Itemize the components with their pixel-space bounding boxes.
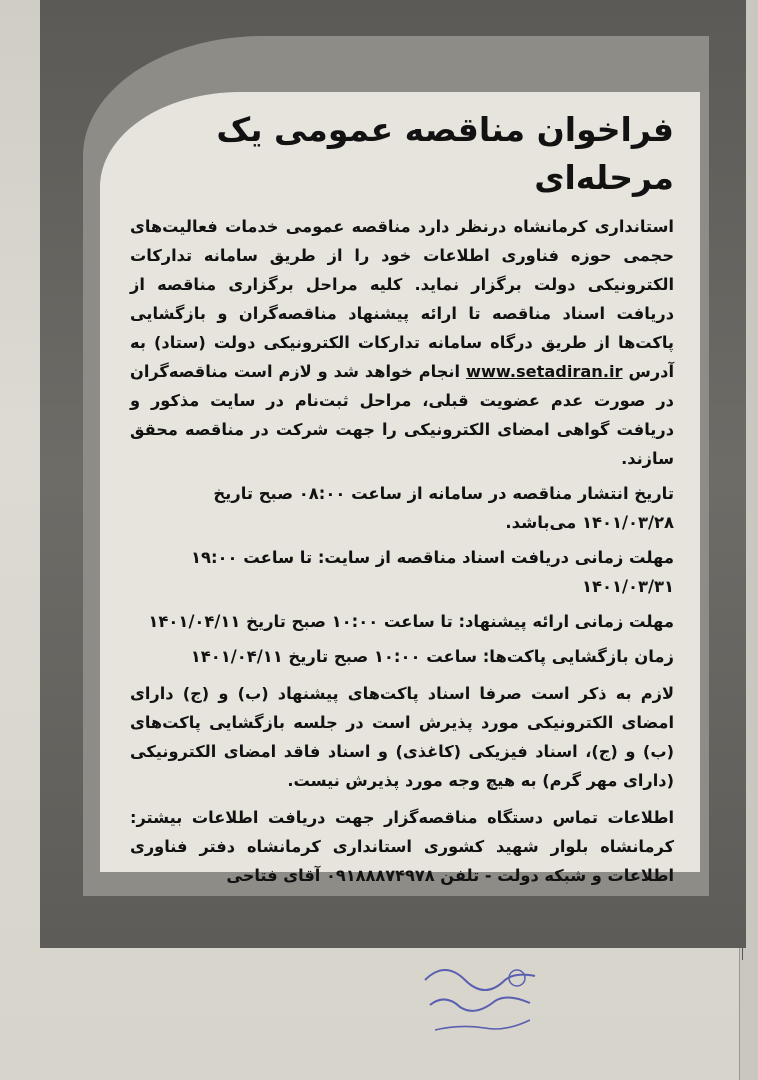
handwritten-stamp-mark <box>405 950 555 1060</box>
offer-deadline-value: تا ساعت ۱۰:۰۰ صبح تاریخ ۱۴۰۱/۰۴/۱۱ <box>148 612 453 631</box>
doc-deadline-value: تا ساعت ۱۹:۰۰ ۱۴۰۱/۰۳/۳۱ <box>190 548 674 596</box>
notice-note: لازم به ذکر است صرفا اسناد پاکت‌های پیشنهاد (ب) و (ج) دارای امضای الکترونیکی مورد پذیرش است در جلسه بازگشایی پاکت‌های (ب) و (ج)، اسناد فیزیکی (کاغذی) و اسناد فاقد امضای الکترونیکی (دارای مهر گرم) به هیچ وجه مورد پذیرش نیست. <box>130 684 674 790</box>
offer-deadline-label: مهلت زمانی ارائه پیشنهاد: <box>458 612 674 631</box>
publish-date-label: تاریخ انتشار مناقصه <box>512 484 674 503</box>
doc-deadline-row <box>130 543 674 601</box>
contact-info: اطلاعات تماس دستگاه مناقصه‌گزار جهت دریافت اطلاعات بیشتر: کرمانشاه بلوار شهید کشوری استانداری کرمانشاه دفتر فناوری اطلاعات و شبکه دولت - تلفن ۰۹۱۸۸۸۷۴۹۷۸ آقای فتاحی <box>130 808 674 885</box>
website-link[interactable]: www.setadiran.ir <box>466 362 623 381</box>
stamp-scribble-icon <box>405 950 555 1060</box>
intro-text-part1: استانداری کرمانشاه درنظر دارد مناقصه عمومی خدمات فعالیت‌های حجمی حوزه فناوری اطلاعات خود را از طریق سامانه تدارکات الکترونیکی دولت برگزار نماید. کلیه مراحل برگزاری مناقصه از دریافت اسناد مناقصه تا ارائه پیشنهاد مناقصه‌گران و بازگشایی پاکت‌ها از طریق درگاه سامانه تدارکات الکترونیکی دولت (ستاد) به آدرس <box>130 217 674 381</box>
opening-row <box>130 642 674 671</box>
intro-text-part2: انجام خواهد شد و لازم است مناقصه‌گران در صورت عدم عضویت قبلی، مراحل ثبت‌نام در سایت مذکور و دریافت گواهی امضای الکترونیکی را جهت شرکت در مناقصه محقق سازند. <box>130 362 674 468</box>
publish-date-value: در سامانه از ساعت ۰۸:۰۰ صبح تاریخ ۱۴۰۱/۰۳/۲۸ می‌باشد. <box>213 484 674 532</box>
tender-notice <box>100 92 700 885</box>
notice-intro <box>130 212 674 473</box>
publish-date-row <box>130 479 674 537</box>
doc-deadline-label: مهلت زمانی دریافت اسناد مناقصه از سایت: <box>317 548 674 567</box>
offer-deadline-row <box>130 607 674 636</box>
opening-label: زمان بازگشایی پاکت‌ها: <box>482 647 674 666</box>
opening-value: ساعت ۱۰:۰۰ صبح تاریخ ۱۴۰۱/۰۴/۱۱ <box>190 647 478 666</box>
notice-title: فراخوان مناقصه عمومی یک مرحله‌ای <box>216 110 674 197</box>
